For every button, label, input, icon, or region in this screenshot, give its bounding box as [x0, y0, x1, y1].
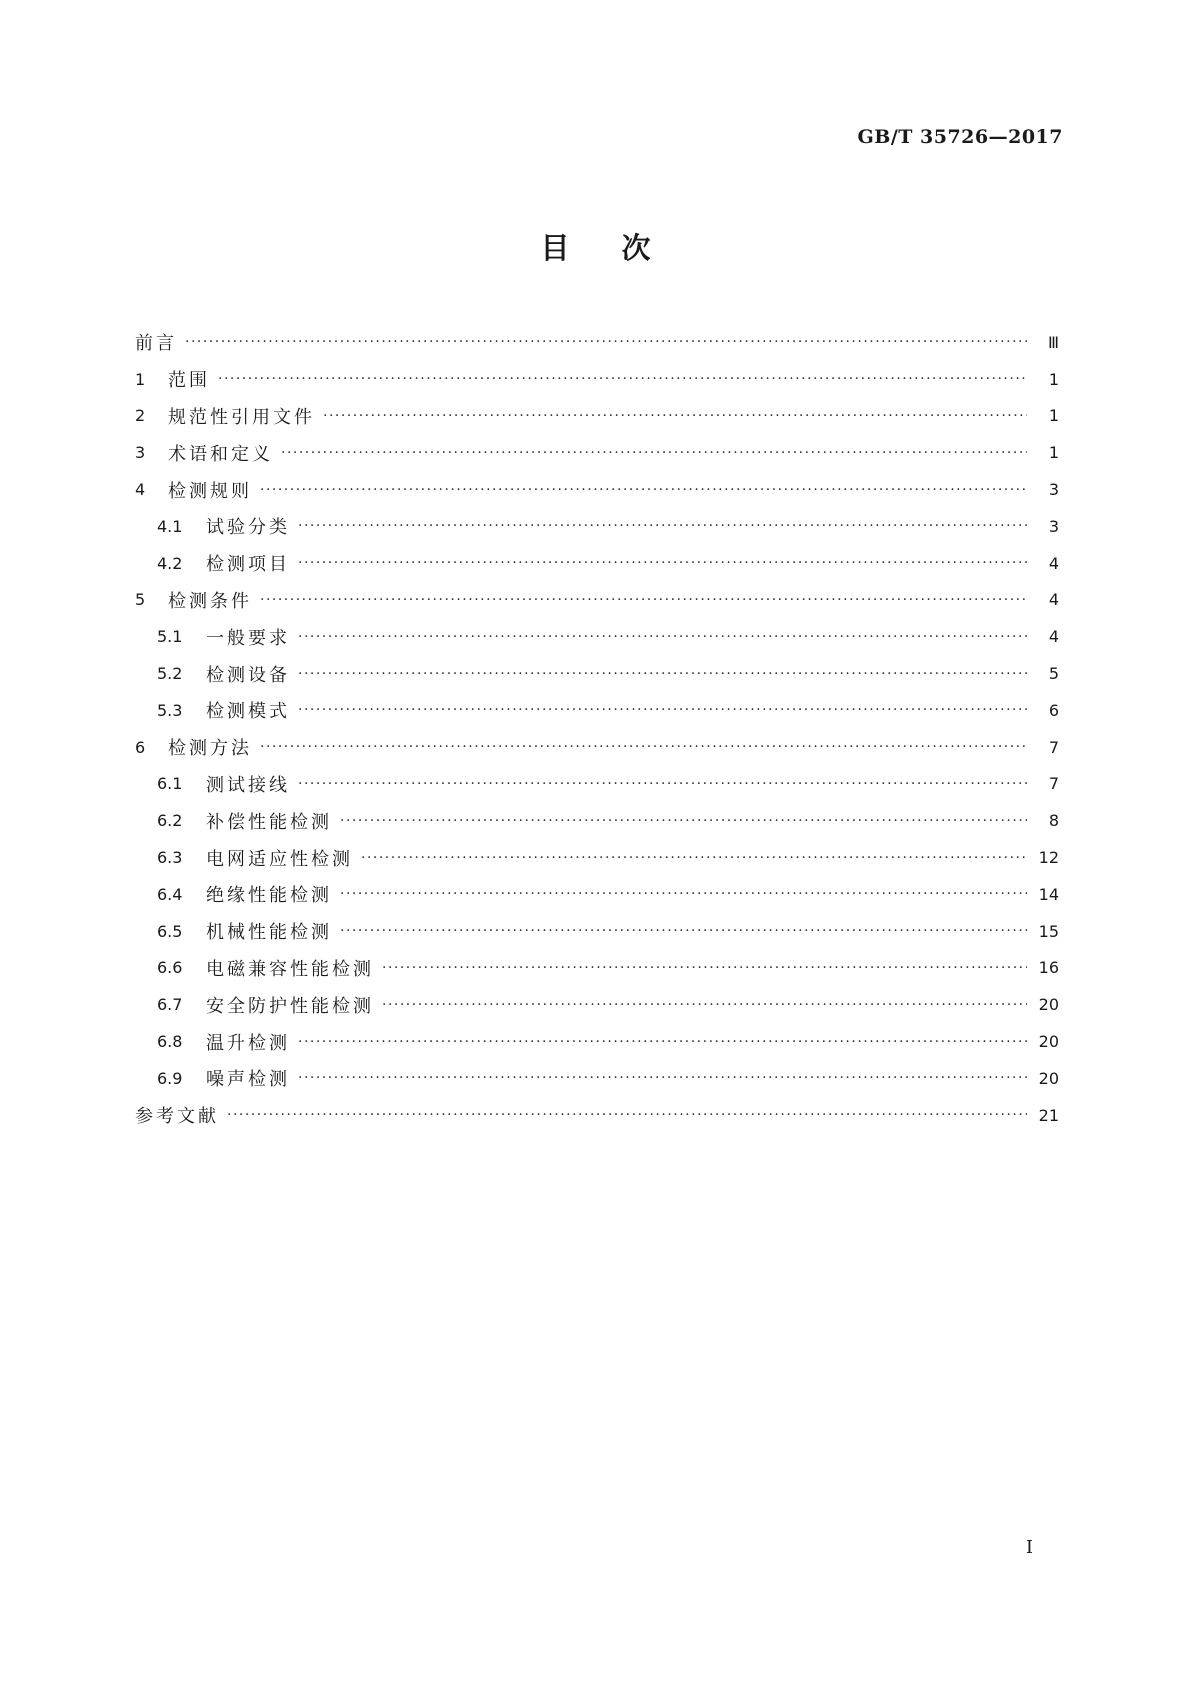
toc-leader-dots	[323, 408, 1027, 424]
toc-entry-number: 6.2	[157, 811, 183, 831]
toc-entry[interactable]	[135, 802, 1059, 839]
toc-entry-number: 6.1	[157, 774, 183, 794]
toc-leader-dots	[298, 1070, 1027, 1086]
toc-leader-dots	[260, 482, 1027, 498]
toc-leader-dots	[260, 592, 1027, 608]
toc-entry-number: 4	[135, 480, 146, 500]
toc-entry[interactable]	[135, 471, 1059, 508]
toc-entry[interactable]	[135, 729, 1059, 766]
toc-leader-dots	[298, 776, 1027, 792]
toc-entry[interactable]	[135, 361, 1059, 398]
toc-entry[interactable]	[135, 582, 1059, 619]
toc-entry-page: 1	[1048, 406, 1059, 426]
toc-entry-label: 参考文献	[135, 1106, 219, 1128]
toc-entry-page: 4	[1048, 590, 1059, 610]
toc-entry-number: 4.1	[157, 516, 183, 536]
toc-entry-label: 检测项目	[206, 554, 290, 576]
toc-entry-page: 8	[1048, 811, 1059, 831]
toc-entry-number: 2	[135, 406, 146, 426]
toc-entry-label: 检测设备	[206, 664, 290, 686]
toc-entry-number: 1	[135, 369, 146, 389]
toc-entry[interactable]	[135, 1060, 1059, 1097]
toc-entry-label: 术语和定义	[168, 443, 273, 465]
toc-entry[interactable]	[135, 1097, 1059, 1134]
toc-entry-label: 机械性能检测	[206, 922, 332, 944]
toc-entry-number: 5.1	[157, 627, 183, 647]
toc-entry-label: 检测条件	[168, 590, 252, 612]
toc-entry-label: 一般要求	[206, 627, 290, 649]
toc-leader-dots	[281, 445, 1027, 461]
toc-entry[interactable]	[135, 655, 1059, 692]
toc-leader-dots	[298, 555, 1027, 571]
toc-leader-dots	[340, 886, 1027, 902]
toc-entry-page: 7	[1048, 774, 1059, 794]
toc-leader-dots	[260, 739, 1027, 755]
table-of-contents	[135, 324, 1059, 1134]
toc-entry-page: 20	[1038, 995, 1059, 1015]
toc-entry-page: 5	[1048, 664, 1059, 684]
toc-entry-label: 温升检测	[206, 1032, 290, 1054]
toc-entry-page: 16	[1038, 958, 1059, 978]
toc-entry-page: 1	[1048, 369, 1059, 389]
toc-entry-label: 补偿性能检测	[206, 811, 332, 833]
toc-entry[interactable]	[135, 324, 1059, 361]
toc-entry[interactable]	[135, 692, 1059, 729]
toc-leader-dots	[382, 997, 1027, 1013]
toc-leader-dots	[361, 850, 1027, 866]
toc-entry[interactable]	[135, 545, 1059, 582]
toc-entry-number: 6.9	[157, 1068, 183, 1088]
toc-leader-dots	[227, 1107, 1027, 1123]
toc-entry-page: 20	[1038, 1068, 1059, 1088]
toc-entry[interactable]	[135, 434, 1059, 471]
toc-entry-number: 5.3	[157, 700, 183, 720]
standard-code: GB/T 35726—2017	[857, 126, 1063, 148]
toc-entry-page: 3	[1048, 516, 1059, 536]
toc-entry-number: 5	[135, 590, 146, 610]
toc-entry[interactable]	[135, 398, 1059, 435]
toc-entry-number: 4.2	[157, 553, 183, 573]
toc-entry[interactable]	[135, 508, 1059, 545]
toc-leader-dots	[340, 813, 1027, 829]
toc-entry-label: 检测规则	[168, 480, 252, 502]
toc-entry-number: 6.6	[157, 958, 183, 978]
toc-entry-page: 3	[1048, 480, 1059, 500]
toc-entry-number: 6.3	[157, 848, 183, 868]
toc-entry[interactable]	[135, 618, 1059, 655]
toc-entry-number: 6.8	[157, 1032, 183, 1052]
toc-leader-dots	[298, 629, 1027, 645]
toc-entry-number: 6.7	[157, 995, 183, 1015]
toc-leader-dots	[382, 960, 1027, 976]
toc-entry-number: 5.2	[157, 664, 183, 684]
toc-leader-dots	[298, 1034, 1027, 1050]
toc-entry[interactable]	[135, 876, 1059, 913]
toc-entry-label: 电网适应性检测	[206, 848, 353, 870]
toc-entry-label: 电磁兼容性能检测	[206, 958, 374, 980]
toc-entry-label: 前言	[135, 333, 177, 355]
toc-entry-page: 7	[1048, 737, 1059, 757]
toc-leader-dots	[298, 518, 1027, 534]
toc-entry-label: 试验分类	[206, 517, 290, 539]
toc-entry-page: 20	[1038, 1032, 1059, 1052]
toc-entry[interactable]	[135, 950, 1059, 987]
toc-entry-page: 15	[1038, 921, 1059, 941]
toc-entry-page: 12	[1038, 848, 1059, 868]
toc-entry-page: 4	[1048, 627, 1059, 647]
toc-entry-label: 检测模式	[206, 701, 290, 723]
toc-entry-label: 规范性引用文件	[168, 406, 315, 428]
toc-leader-dots	[185, 334, 1027, 350]
toc-entry-label: 绝缘性能检测	[206, 885, 332, 907]
toc-entry[interactable]	[135, 766, 1059, 803]
toc-entry-page: Ⅲ	[1047, 332, 1059, 352]
toc-entry-label: 测试接线	[206, 774, 290, 796]
toc-leader-dots	[298, 702, 1027, 718]
toc-entry[interactable]	[135, 913, 1059, 950]
toc-entry[interactable]	[135, 986, 1059, 1023]
toc-entry-page: 21	[1038, 1105, 1059, 1125]
toc-entry-page: 14	[1038, 884, 1059, 904]
toc-entry-label: 安全防护性能检测	[206, 995, 374, 1017]
toc-entry-page: 4	[1048, 553, 1059, 573]
toc-entry-number: 6.4	[157, 884, 183, 904]
toc-leader-dots	[298, 666, 1027, 682]
toc-leader-dots	[340, 923, 1027, 939]
page-number: I	[1025, 1537, 1033, 1558]
toc-leader-dots	[218, 371, 1027, 387]
toc-entry[interactable]	[135, 1023, 1059, 1060]
toc-entry-number: 6	[135, 737, 146, 757]
toc-entry-number: 6.5	[157, 921, 183, 941]
toc-entry-label: 范围	[168, 370, 210, 392]
toc-entry-number: 3	[135, 443, 146, 463]
toc-entry-label: 噪声检测	[206, 1069, 290, 1091]
page-title: 目次	[540, 231, 703, 265]
toc-entry-page: 6	[1048, 700, 1059, 720]
toc-entry[interactable]	[135, 839, 1059, 876]
toc-entry-label: 检测方法	[168, 738, 252, 760]
toc-entry-page: 1	[1048, 443, 1059, 463]
